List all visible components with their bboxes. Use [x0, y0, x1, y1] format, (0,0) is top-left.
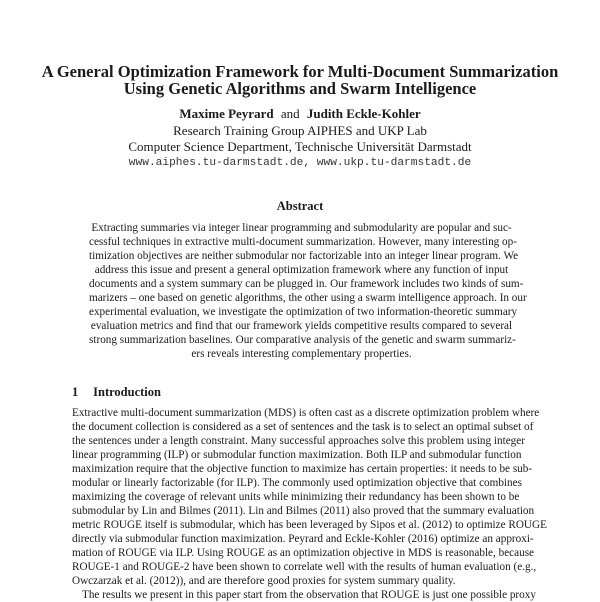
body-line: Extractive multi-document summarization (MDS) is often cast as a discrete optimization problem where — [72, 407, 540, 419]
author-name: Maxime Peyrard — [179, 106, 274, 121]
abstract-body — [89, 221, 527, 361]
abstract-line: timization objectives are neither submodular nor factorizable into an integer linear program. We — [89, 250, 519, 262]
affiliation-group: Research Training Group AIPHES and UKP Lab — [173, 123, 427, 138]
body-line: linear programming (ILP) or submodular function maximization. Both ILP and submodular function — [72, 449, 522, 461]
body-line: the document collection is considered as a set of sentences and the task is to select an optimal subset of — [72, 421, 534, 433]
paper-title-line-1: A General Optimization Framework for Multi-Document Summarization — [41, 62, 559, 81]
author-conjunction: and — [280, 106, 300, 121]
abstract-line: Extracting summaries via integer linear programming and submodularity are popular and suc- — [91, 222, 512, 234]
abstract-heading: Abstract — [276, 199, 324, 213]
abstract-line: experimental evaluation, we investigate the optimization of two information-theoretic summary — [89, 306, 518, 318]
section-number: 1 — [72, 385, 79, 399]
body-line: maximization require that the objective function to maximize has certain properties: it needs to be sub- — [72, 463, 533, 475]
body-line: the sentences under a length constraint. Many successful approaches solve this problem using integer — [72, 435, 525, 447]
body-line: directly via submodular function maximization. Peyrard and Eckle-Kohler (2016) optimize an approxi- — [72, 533, 534, 545]
section-heading-introduction — [72, 384, 161, 400]
abstract-line: evaluation metrics and find that our framework yields competitive results compared to several — [90, 320, 513, 332]
body-line-paragraph-start: The results we present in this paper start from the observation that ROUGE is just one possible proxy — [82, 589, 536, 601]
section-title: Introduction — [93, 385, 161, 399]
body-line: modular or linearly factorizable (for ILP). The commonly used optimization objective that combines — [72, 477, 522, 489]
introduction-body — [72, 406, 547, 602]
body-line: maximizing the coverage of relevant units while minimizing their redundancy has been shown to be — [72, 491, 520, 503]
body-line: Owczarzak et al. (2012)), and are therefore good proxies for system summary quality. — [72, 575, 456, 587]
abstract-line: documents and a system summary can be plugged in. Our framework includes two kinds of sum- — [89, 278, 524, 290]
paper-title-line-2: Using Genetic Algorithms and Swarm Intelligence — [123, 79, 477, 98]
author-urls: www.aiphes.tu-darmstadt.de, www.ukp.tu-darmstadt.de — [128, 157, 472, 169]
abstract-line: address this issue and present a general optimization framework where any function of input — [94, 264, 509, 276]
abstract-line: strong summarization baselines. Our comparative analysis of the genetic and swarm summariz- — [89, 334, 516, 346]
body-line: ROUGE-1 and ROUGE-2 have been shown to correlate well with the results of human evaluation (e.g., — [72, 561, 537, 573]
author-list — [0, 106, 600, 122]
body-line: metric ROUGE itself is submodular, which has been leveraged by Sipos et al. (2012) to optimize ROUGE — [72, 519, 547, 531]
abstract-line: cessful techniques in extractive multi-document summarization. However, many interesting op- — [89, 236, 517, 248]
abstract-line: marizers – one based on genetic algorithms, the other using a swarm intelligence approach. In our — [89, 292, 527, 304]
body-line: mation of ROUGE via ILP. Using ROUGE as an optimization objective in MDS is reasonable, because — [72, 547, 535, 559]
body-line: submodular by Lin and Bilmes (2011). Lin and Bilmes (2011) also proved that the summary evaluation — [72, 505, 535, 517]
abstract-line: ers reveals interesting complementary properties. — [191, 348, 412, 360]
affiliation-department: Computer Science Department, Technische Universität Darmstadt — [128, 139, 472, 154]
author-name: Judith Eckle-Kohler — [306, 106, 421, 121]
